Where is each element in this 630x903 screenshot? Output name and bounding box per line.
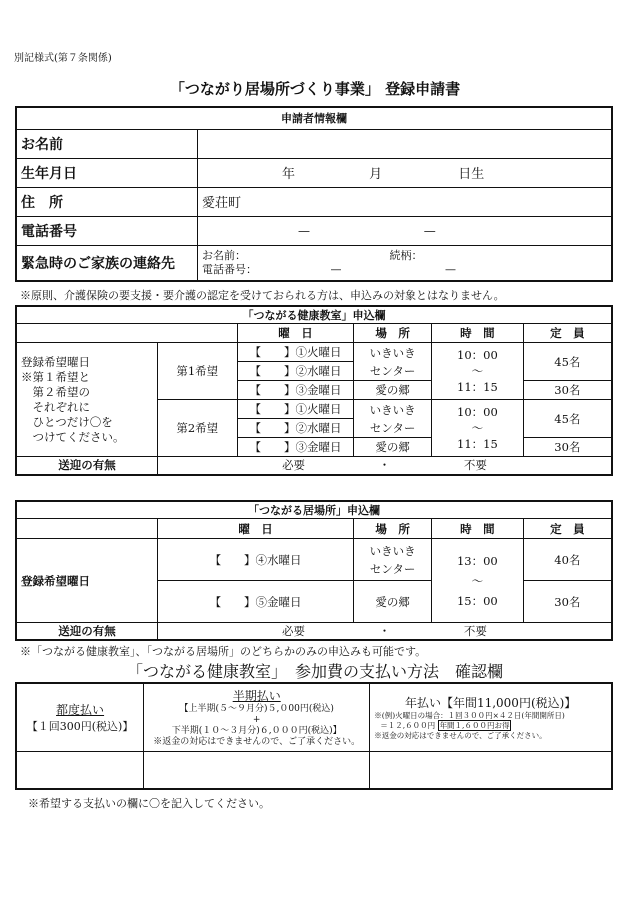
health-row-label: 登録希望曜日 ※第１希望と 第２希望の それぞれに ひとつだけ〇を つけてください。 bbox=[16, 343, 157, 457]
phone-label: 電話番号 bbox=[16, 216, 197, 245]
emergency-label: 緊急時のご家族の連絡先 bbox=[16, 245, 197, 281]
pay-each-cell bbox=[16, 683, 144, 751]
phone-field[interactable] bbox=[197, 216, 612, 245]
health-c2-time bbox=[432, 400, 524, 457]
health-c2-place-ikiiki: いきいき センター bbox=[354, 400, 432, 438]
address-label: 住 所 bbox=[16, 187, 197, 216]
payment-note: ※希望する支払いの欄に〇を記入してください。 bbox=[28, 797, 270, 810]
ibasho-time-start: 13：00 bbox=[456, 553, 498, 568]
health-c1-place-ainosato: 愛の郷 bbox=[354, 381, 432, 400]
pay-year-save: 年間１,６００円お得 bbox=[439, 720, 510, 730]
pay-each-mark[interactable] bbox=[16, 751, 144, 789]
health-c1-friday[interactable]: 【 】③金曜日 bbox=[237, 381, 354, 400]
health-c1-wednesday[interactable]: 【 】②水曜日 bbox=[237, 362, 354, 381]
emergency-name-label: お名前： bbox=[201, 248, 246, 262]
ibasho-transport-dot: ・ bbox=[378, 624, 391, 638]
health-c2-time-start: 10：00 bbox=[457, 405, 498, 419]
ibasho-time-end: 15：00 bbox=[456, 593, 498, 608]
ibasho-cap-40: 40名 bbox=[523, 539, 612, 581]
dob-label: 生年月日 bbox=[16, 158, 197, 187]
health-c2-wednesday[interactable]: 【 】②水曜日 bbox=[237, 419, 354, 438]
ibasho-col-place: 場 所 bbox=[354, 519, 432, 539]
emergency-dash-1: — bbox=[330, 262, 342, 276]
pay-half-first: 【上半期(５～９月分)５,０00円(税込) bbox=[179, 703, 334, 714]
phone-dash-2: — bbox=[423, 223, 436, 238]
address-field[interactable]: 愛荘町 bbox=[197, 187, 612, 216]
eligibility-note: ※原則、介護保険の要支援・要介護の認定を受けておられる方は、申込みの対象とはなりません。 bbox=[20, 289, 505, 302]
health-col-place: 場 所 bbox=[354, 324, 432, 343]
pay-half-cell bbox=[144, 683, 370, 751]
emergency-dash-2: — bbox=[444, 262, 456, 276]
pay-half-mark[interactable] bbox=[144, 751, 370, 789]
ibasho-transport-noneed[interactable]: 不要 bbox=[463, 624, 487, 638]
health-class-table bbox=[15, 305, 613, 476]
pay-year-title: 年払い【年間11,000円(税込)】 bbox=[404, 695, 577, 710]
either-note: ※「つながる健康教室」、「つながる居場所」のどちらかのみの申込みも可能です。 bbox=[20, 645, 427, 658]
payment-table bbox=[15, 682, 613, 790]
ibasho-section-title: 「つながる居場所」申込欄 bbox=[16, 501, 612, 519]
ibasho-col-time: 時 間 bbox=[432, 519, 524, 539]
ibasho-wednesday[interactable]: 【 】④水曜日 bbox=[157, 539, 353, 581]
health-col-day: 曜 日 bbox=[237, 324, 354, 343]
ibasho-col-day: 曜 日 bbox=[157, 519, 353, 539]
health-section-title: 「つながる健康教室」申込欄 bbox=[16, 306, 612, 324]
ibasho-time bbox=[432, 539, 524, 623]
ibasho-time-tilde: ～ bbox=[471, 573, 484, 588]
dob-day: 日生 bbox=[458, 167, 485, 182]
ibasho-cap-30: 30名 bbox=[523, 581, 612, 623]
dob-field[interactable] bbox=[197, 158, 612, 187]
pay-half-title: 半期払い bbox=[232, 688, 281, 703]
health-c1-time bbox=[432, 343, 524, 400]
ibasho-friday[interactable]: 【 】⑤金曜日 bbox=[157, 581, 353, 623]
pay-each-price: 【１回300円(税込)】 bbox=[26, 719, 134, 733]
ibasho-table bbox=[15, 500, 613, 641]
health-c2-tuesday[interactable]: 【 】①火曜日 bbox=[237, 400, 354, 419]
applicant-section-title: 申請者情報欄 bbox=[16, 107, 612, 129]
health-transport-noneed[interactable]: 不要 bbox=[463, 458, 487, 473]
pay-each-title: 都度払い bbox=[56, 702, 105, 717]
emergency-phone-label: 電話番号： bbox=[201, 262, 257, 276]
ibasho-transport-label: 送迎の有無 bbox=[16, 623, 157, 641]
health-c1-time-tilde: ～ bbox=[471, 364, 484, 378]
health-c1-time-start: 10：00 bbox=[457, 348, 498, 362]
ibasho-transport-options[interactable] bbox=[157, 623, 612, 641]
health-col-capacity: 定 員 bbox=[523, 324, 612, 343]
ibasho-place-ikiiki: いきいき センター bbox=[354, 539, 432, 581]
pay-year-cell bbox=[370, 683, 612, 751]
pay-year-calc: ＝１２,６００円 bbox=[380, 720, 436, 730]
dob-year: 年 bbox=[281, 167, 295, 182]
applicant-info-table bbox=[15, 106, 613, 282]
health-transport-dot: ・ bbox=[378, 458, 391, 473]
health-transport-label: 送迎の有無 bbox=[16, 457, 157, 475]
health-c1-tuesday[interactable]: 【 】①火曜日 bbox=[237, 343, 354, 362]
health-c2-time-end: 11：15 bbox=[457, 437, 498, 451]
ibasho-transport-need[interactable]: 必要 bbox=[282, 624, 306, 638]
health-transport-options[interactable] bbox=[157, 457, 612, 475]
pay-half-plus: + bbox=[252, 714, 261, 725]
document-title: 「つながり居場所づくり事業」 登録申請書 bbox=[169, 80, 461, 98]
pay-year-note: ※返金の対応はできませんので、ご了承ください。 bbox=[374, 730, 547, 740]
health-c2-cap-45: 45名 bbox=[523, 400, 612, 438]
pay-half-second: 下半期(１０～３月分)６,０００円(税込)】 bbox=[171, 725, 342, 736]
emergency-field[interactable] bbox=[197, 245, 612, 281]
ibasho-row-label: 登録希望曜日 bbox=[16, 539, 157, 623]
health-c2-friday[interactable]: 【 】③金曜日 bbox=[237, 438, 354, 457]
health-choice-1: 第1希望 bbox=[157, 343, 237, 400]
health-c1-place-ikiiki: いきいき センター bbox=[354, 343, 432, 381]
health-c2-place-ainosato: 愛の郷 bbox=[354, 438, 432, 457]
health-choice-2: 第2希望 bbox=[157, 400, 237, 457]
name-field[interactable] bbox=[197, 129, 612, 158]
pay-year-mark[interactable] bbox=[370, 751, 612, 789]
pay-year-example: ※(例)火曜日の場合：１回３００円×４２日(年間開所日) bbox=[374, 710, 565, 720]
ibasho-col-capacity: 定 員 bbox=[523, 519, 612, 539]
pay-half-note: ※返金の対応はできませんので、ご了承ください。 bbox=[153, 736, 361, 747]
payment-title: 「つながる健康教室」 参加費の支払い方法 確認欄 bbox=[126, 662, 503, 681]
health-c2-cap-30: 30名 bbox=[523, 438, 612, 457]
dob-month: 月 bbox=[369, 167, 383, 182]
name-label: お名前 bbox=[16, 129, 197, 158]
emergency-relation-label: 続柄： bbox=[389, 248, 423, 262]
health-c1-cap-30: 30名 bbox=[523, 381, 612, 400]
ibasho-place-ainosato: 愛の郷 bbox=[354, 581, 432, 623]
health-c1-cap-45: 45名 bbox=[523, 343, 612, 381]
health-c2-time-tilde: ～ bbox=[471, 421, 484, 435]
health-transport-need[interactable]: 必要 bbox=[282, 458, 306, 473]
health-col-time: 時 間 bbox=[432, 324, 524, 343]
phone-dash-1: — bbox=[297, 223, 310, 238]
form-code: 別記様式(第７条関係) bbox=[14, 53, 112, 64]
health-c1-time-end: 11：15 bbox=[457, 380, 498, 394]
